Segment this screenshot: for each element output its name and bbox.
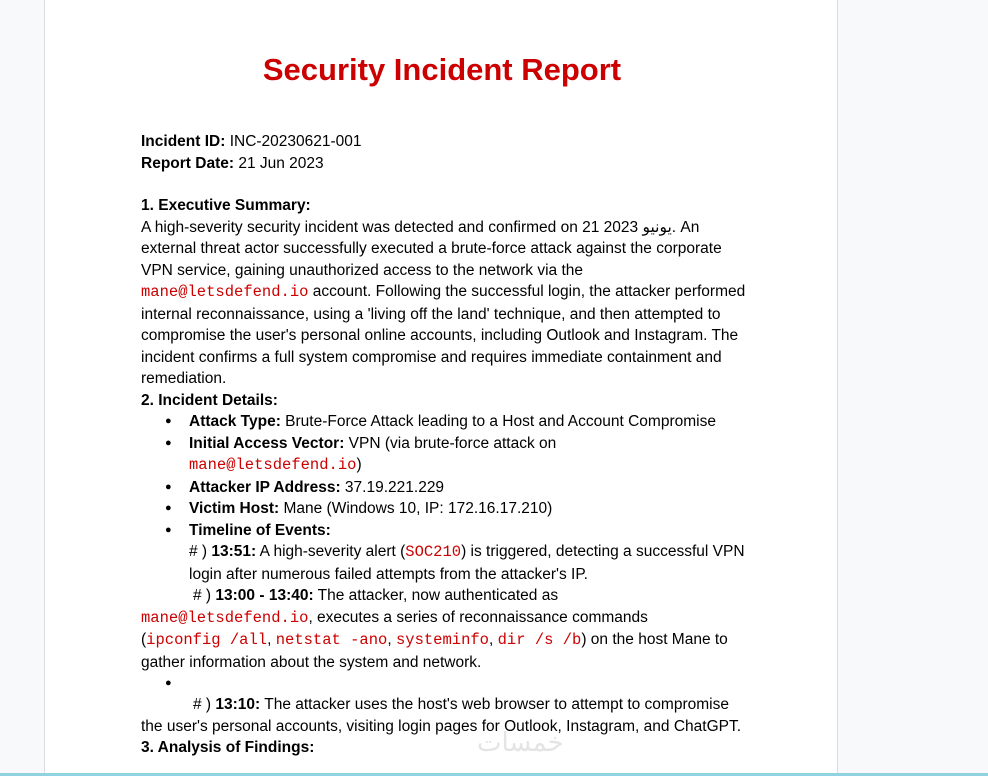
list-item: ● Timeline of Events: [141,520,751,542]
document-page [44,0,838,776]
incident-details-list [141,411,751,541]
incident-id-line: Incident ID: INC-20230621-001 [141,133,362,150]
timeline-event-1: # ) 13:51: A high-severity alert (SOC210) is triggered, detecting a successful VPN login after numerous failed attempts from the attacker's IP. [189,543,745,583]
timeline-event-2: # ) 13:00 - 13:40: The attacker, now authenticated as mane@letsdefend.io, executes a series of reconnaissance commands (ipconfig /all, netstat -ano, systeminfo, dir /s /b) on the host Mane to gather information about the system and network. [141,587,728,671]
list-item: ● Victim Host: Mane (Windows 10, IP: 172.16.17.210) [141,498,751,520]
report-body [141,131,751,759]
timeline-event-3: # ) 13:10: The attacker uses the host's web browser to attempt to compromise the user's personal accounts, visiting login pages for Outlook, Instagram, and ChatGPT. [141,696,742,735]
executive-summary-text: A high-severity security incident was detected and confirmed on 21 يونيو 2023. An external threat actor successfully executed a brute-force attack against the corporate VPN service, gaining unauthorized access to the network via the mane@letsdefend.io account. Following the successful login, the attacker performed internal reconnaissance, using a 'living off the land' technique, and then attempted to compromise the user's personal online accounts, including Outlook and Instagram. The incident confirms a full system compromise and requires immediate containment and remediation. [141,218,746,387]
list-item: ● Attack Type: Brute-Force Attack leading to a Host and Account Compromise [141,411,751,433]
report-title: Security Incident Report [262,52,622,87]
executive-summary-heading: 1. Executive Summary: [141,197,311,214]
list-item: ● Initial Access Vector: VPN (via brute-force attack on mane@letsdefend.io) [141,433,751,477]
watermark: خمسات [477,728,564,758]
analysis-heading: 3. Analysis of Findings: [141,739,315,756]
report-date-line: Report Date: 21 Jun 2023 [141,154,324,172]
empty-bullet: ● [165,677,172,689]
list-item: ● Attacker IP Address: 37.19.221.229 [141,477,751,499]
incident-details-heading: 2. Incident Details: [141,391,278,409]
